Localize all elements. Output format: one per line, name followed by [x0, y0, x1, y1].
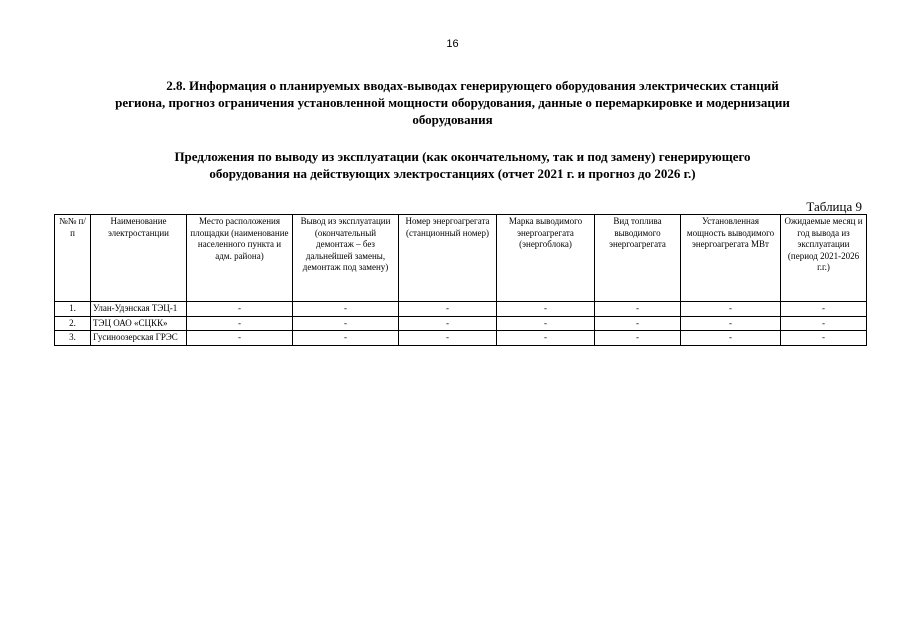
row-number: 1.	[55, 302, 91, 317]
header-installed-capacity: Установленная мощность выводимого энергоагрегата МВт	[681, 215, 781, 302]
header-fuel-type: Вид топлива выводимого энергоагрегата	[595, 215, 681, 302]
table-row	[55, 316, 867, 331]
section-title	[40, 77, 865, 128]
header-location: Место расположения площадки (наименование населенного пункта и адм. района)	[187, 215, 293, 302]
cell-location: -	[187, 316, 293, 331]
cell-unit-model: -	[497, 316, 595, 331]
cell-unit-number: -	[399, 331, 497, 346]
table-caption: Таблица 9	[806, 199, 862, 214]
table-row	[55, 302, 867, 317]
cell-capacity: -	[681, 331, 781, 346]
section-title-line-3: оборудования	[412, 112, 493, 127]
subtitle-line-1: Предложения по выводу из эксплуатации (как окончательному, так и под замену) генерирующего	[174, 149, 751, 164]
header-decommission-type: Вывод из эксплуатации (окончательный демонтаж – без дальнейшей замены, демонтаж под замену)	[293, 215, 399, 302]
cell-expected-date: -	[781, 316, 867, 331]
row-number: 2.	[55, 316, 91, 331]
row-number: 3.	[55, 331, 91, 346]
subtitle-line-2: оборудования на действующих электростанциях (отчет 2021 г. и прогноз до 2026 г.)	[209, 166, 696, 181]
cell-unit-model: -	[497, 331, 595, 346]
cell-expected-date: -	[781, 302, 867, 317]
section-title-line-2: региона, прогноз ограничения установленной мощности оборудования, данные о перемаркировке и модернизации	[115, 95, 790, 110]
station-name: Гусиноозерская ГРЭС	[91, 331, 187, 346]
header-unit-number: Номер энергоагрегата (станционный номер)	[399, 215, 497, 302]
cell-capacity: -	[681, 316, 781, 331]
cell-fuel-type: -	[595, 316, 681, 331]
page-number: 16	[446, 38, 459, 50]
table-header-row	[55, 215, 867, 302]
header-number: №№ п/п	[55, 215, 91, 302]
cell-capacity: -	[681, 302, 781, 317]
cell-expected-date: -	[781, 331, 867, 346]
table-subtitle	[60, 148, 845, 182]
cell-fuel-type: -	[595, 331, 681, 346]
header-station-name: Наименование электростанции	[91, 215, 187, 302]
cell-decommission: -	[293, 316, 399, 331]
table-row	[55, 331, 867, 346]
cell-location: -	[187, 302, 293, 317]
cell-location: -	[187, 331, 293, 346]
cell-unit-number: -	[399, 316, 497, 331]
header-expected-date: Ожидаемые месяц и год вывода из эксплуатации (период 2021-2026 г.г.)	[781, 215, 867, 302]
cell-decommission: -	[293, 331, 399, 346]
cell-unit-number: -	[399, 302, 497, 317]
station-name: Улан-Удэнская ТЭЦ-1	[91, 302, 187, 317]
cell-fuel-type: -	[595, 302, 681, 317]
cell-decommission: -	[293, 302, 399, 317]
cell-unit-model: -	[497, 302, 595, 317]
station-name: ТЭЦ ОАО «СЦКК»	[91, 316, 187, 331]
decommissioning-table	[54, 214, 867, 346]
section-title-line-1: 2.8. Информация о планируемых вводах-выводах генерирующего оборудования электрических станций	[166, 78, 779, 93]
header-unit-model: Марка выводимого энергоагрегата (энергоблока)	[497, 215, 595, 302]
